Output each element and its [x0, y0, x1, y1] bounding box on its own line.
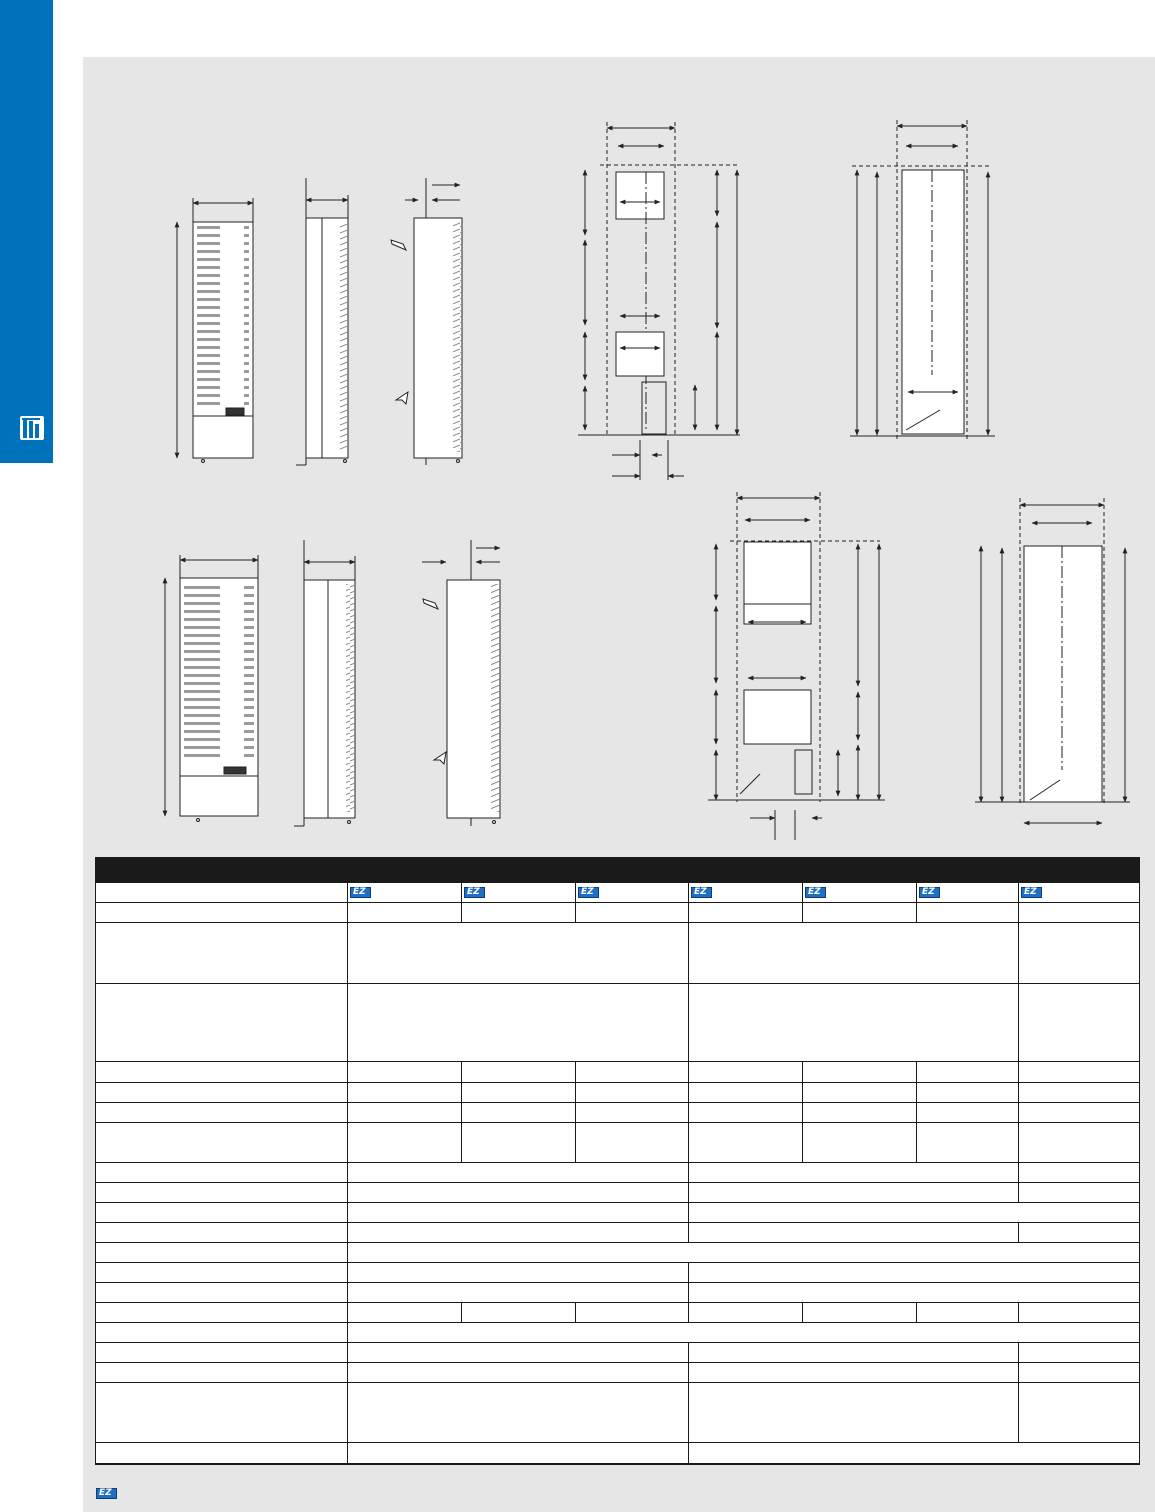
ez-badge-column-2: EZ	[464, 887, 485, 898]
table-rule	[96, 1102, 1139, 1103]
table-rule	[96, 1082, 1139, 1083]
ez-badge-column-5: EZ	[805, 887, 826, 898]
table-rule	[96, 1282, 1139, 1283]
table-rule	[1018, 1162, 1019, 1202]
table-rule	[916, 1302, 917, 1322]
table-rule	[96, 1222, 1139, 1223]
table-rule	[1018, 1061, 1019, 1162]
unit-front-view-top	[177, 198, 253, 463]
table-rule	[96, 1122, 1139, 1123]
table-rule	[461, 1061, 462, 1162]
table-rule	[96, 1342, 1139, 1343]
cutout-diagram-top-1	[578, 122, 740, 480]
unit-side-view-top-b	[391, 178, 462, 465]
table-rule	[575, 1061, 576, 1162]
table-rule	[1018, 1342, 1019, 1442]
table-rule	[96, 1382, 1139, 1383]
table-rule	[96, 1262, 1139, 1263]
table-rule	[688, 1262, 689, 1302]
unit-side-view-bottom-a	[294, 540, 355, 826]
table-rule	[461, 1302, 462, 1322]
table-rule	[96, 922, 1139, 923]
table-rule	[802, 1061, 803, 1162]
table-rule	[96, 1362, 1139, 1363]
table-rule	[575, 1302, 576, 1322]
table-rule	[96, 1061, 1139, 1062]
table-rule	[575, 882, 576, 922]
table-rule	[96, 1162, 1139, 1163]
table-rule	[96, 1242, 1139, 1243]
ez-badge-column-1: EZ	[350, 887, 371, 898]
table-rule	[916, 882, 917, 922]
table-rule	[96, 902, 1139, 903]
table-rule	[1018, 1302, 1019, 1322]
table-rule	[96, 1202, 1139, 1203]
ez-badge-column-7: EZ	[1021, 887, 1042, 898]
table-rule	[96, 1463, 1139, 1464]
unit-side-view-bottom-b	[422, 540, 500, 826]
table-header-bar	[96, 858, 1139, 883]
table-rule	[96, 1302, 1139, 1303]
table-rule	[916, 1061, 917, 1162]
unit-side-view-top-a	[296, 178, 348, 465]
cutout-diagram-top-2	[850, 120, 995, 440]
table-rule	[688, 1202, 689, 1222]
table-rule	[96, 1322, 1139, 1323]
table-rule	[1018, 1222, 1019, 1242]
unit-front-view-bottom	[165, 555, 258, 822]
cutout-diagram-bottom-1	[708, 492, 885, 840]
table-rule	[688, 882, 689, 922]
table-rule	[347, 882, 348, 1463]
ez-badge-column-3: EZ	[578, 887, 599, 898]
table-rule	[802, 1302, 803, 1322]
table-rule	[688, 1302, 689, 1322]
table-rule	[688, 1162, 689, 1202]
cutout-diagram-bottom-2	[975, 498, 1130, 823]
table-rule	[688, 1222, 689, 1242]
table-rule	[96, 983, 1139, 984]
table-rule	[688, 1061, 689, 1162]
ez-badge-column-6: EZ	[919, 887, 940, 898]
table-rule	[688, 1342, 689, 1442]
ez-badge-footnote: EZ	[96, 1488, 117, 1499]
table-rule	[1018, 922, 1019, 1061]
table-rule	[96, 882, 1139, 883]
table-rule	[96, 1182, 1139, 1183]
specification-table	[95, 857, 1140, 1465]
table-rule	[688, 1442, 689, 1463]
table-rule	[461, 882, 462, 922]
table-rule	[1018, 882, 1019, 922]
ez-badge-column-4: EZ	[691, 887, 712, 898]
table-rule	[96, 1442, 1139, 1443]
table-rule	[802, 882, 803, 922]
table-rule	[688, 922, 689, 1061]
